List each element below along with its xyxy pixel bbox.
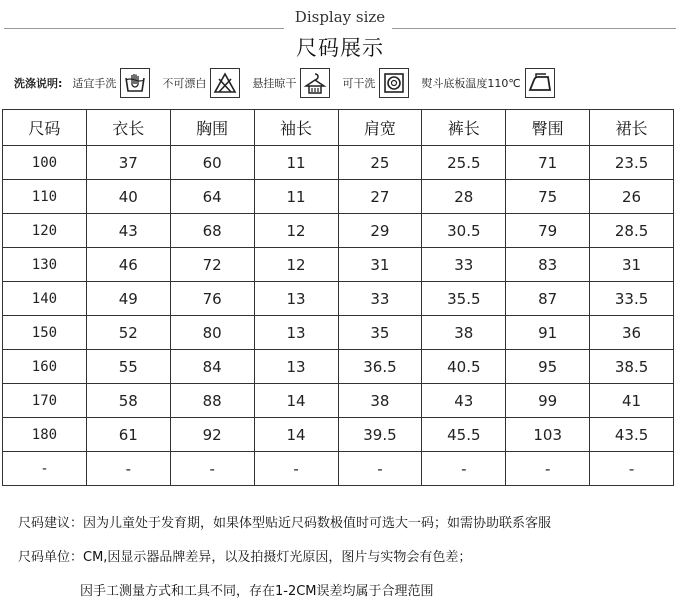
header-chest: 胸围 [170,110,254,146]
table-cell: 31 [590,248,674,282]
table-cell: 25 [338,146,422,180]
table-cell: 52 [86,316,170,350]
table-row [3,350,674,384]
size-table [2,109,674,486]
table-cell: 37 [86,146,170,180]
table-cell: 43 [422,384,506,418]
header-size: 尺码 [3,110,87,146]
table-cell: 68 [170,214,254,248]
header-length: 衣长 [86,110,170,146]
table-cell: 80 [170,316,254,350]
header-pants-length: 裤长 [422,110,506,146]
table-cell: 84 [170,350,254,384]
care-title: 洗涤说明: [14,77,63,90]
hang-dry-icon [300,68,330,98]
table-cell: 13 [254,282,338,316]
table-cell: 72 [170,248,254,282]
table-row [3,316,674,350]
table-cell: 120 [3,214,87,248]
table-header-row [3,110,674,146]
iron-icon [525,68,555,98]
dry-clean-icon [379,68,409,98]
table-row [3,384,674,418]
care-item-hang-dry [252,68,330,98]
table-row [3,180,674,214]
table-cell: 160 [3,350,87,384]
title-chinese: 尺码展示 [296,36,384,60]
table-cell: 76 [170,282,254,316]
table-cell: 28 [422,180,506,214]
header-divider-left [4,28,284,29]
table-row [3,248,674,282]
table-cell: 39.5 [338,418,422,452]
table-row [3,214,674,248]
table-cell: 31 [338,248,422,282]
table-cell: 36 [590,316,674,350]
header-divider-right [392,28,676,29]
table-cell: 25.5 [422,146,506,180]
table-cell: 170 [3,384,87,418]
table-cell: 14 [254,418,338,452]
table-cell: 38 [422,316,506,350]
table-cell: - [422,452,506,486]
care-item-iron [421,68,554,98]
table-cell: 11 [254,180,338,214]
table-cell: 26 [590,180,674,214]
table-cell: 46 [86,248,170,282]
table-cell: 140 [3,282,87,316]
table-cell: 40 [86,180,170,214]
tolerance-note: 因手工测量方式和工具不同，存在1-2CM误差均属于合理范围 [80,584,434,599]
table-cell: 91 [506,316,590,350]
title-english: Display size [294,8,386,26]
size-unit-note: 尺码单位：CM,因显示器品牌差异，以及拍摄灯光原因，图片与实物会有色差； [18,550,472,565]
table-cell: 58 [86,384,170,418]
table-cell: 45.5 [422,418,506,452]
table-cell: 38.5 [590,350,674,384]
table-cell: 99 [506,384,590,418]
table-cell: - [254,452,338,486]
size-advice-note: 尺码建议：因为儿童处于发育期，如果体型贴近尺码数极值时可选大一码；如需协助联系客服 [18,516,552,531]
table-row [3,146,674,180]
table-cell: 28.5 [590,214,674,248]
care-label: 不可漂白 [162,77,207,90]
table-cell: 41 [590,384,674,418]
table-cell: 87 [506,282,590,316]
table-cell: 71 [506,146,590,180]
header-sleeve: 袖长 [254,110,338,146]
care-label: 悬挂晾干 [252,77,297,90]
table-cell: 55 [86,350,170,384]
table-cell: 180 [3,418,87,452]
table-cell: 29 [338,214,422,248]
table-cell: 13 [254,316,338,350]
table-cell: 103 [506,418,590,452]
table-cell: 27 [338,180,422,214]
table-cell: 79 [506,214,590,248]
table-cell: 95 [506,350,590,384]
table-cell: - [170,452,254,486]
no-bleach-icon [210,68,240,98]
table-cell: 12 [254,214,338,248]
hand-wash-icon [120,68,150,98]
care-item-hand-wash [72,68,150,98]
header-skirt-length: 裙长 [590,110,674,146]
table-cell: 40.5 [422,350,506,384]
table-cell: 36.5 [338,350,422,384]
table-cell: 33 [338,282,422,316]
header-hip: 臀围 [506,110,590,146]
table-cell: 150 [3,316,87,350]
table-cell: 35 [338,316,422,350]
table-cell: 33.5 [590,282,674,316]
table-cell: 110 [3,180,87,214]
care-label: 适宜手洗 [72,77,117,90]
table-cell: 23.5 [590,146,674,180]
table-cell: - [590,452,674,486]
table-cell: 11 [254,146,338,180]
table-row [3,418,674,452]
table-row [3,452,674,486]
table-cell: 130 [3,248,87,282]
table-cell: 35.5 [422,282,506,316]
table-row [3,282,674,316]
care-label: 熨斗底板温度110℃ [421,77,521,90]
table-cell: 43.5 [590,418,674,452]
care-label: 可干洗 [342,77,376,90]
care-instructions [14,66,567,100]
table-cell: 88 [170,384,254,418]
table-cell: 60 [170,146,254,180]
table-cell: 12 [254,248,338,282]
table-cell: 92 [170,418,254,452]
table-cell: 43 [86,214,170,248]
table-cell: - [3,452,87,486]
table-cell: 100 [3,146,87,180]
table-cell: 33 [422,248,506,282]
table-cell: - [86,452,170,486]
table-cell: 38 [338,384,422,418]
header-shoulder: 肩宽 [338,110,422,146]
table-cell: 75 [506,180,590,214]
care-item-dry-clean [342,68,409,98]
table-cell: 64 [170,180,254,214]
size-table-body [3,146,674,486]
table-cell: 83 [506,248,590,282]
care-item-no-bleach [162,68,240,98]
table-cell: - [338,452,422,486]
table-cell: 61 [86,418,170,452]
table-cell: - [506,452,590,486]
table-cell: 30.5 [422,214,506,248]
table-cell: 14 [254,384,338,418]
table-cell: 49 [86,282,170,316]
table-cell: 13 [254,350,338,384]
